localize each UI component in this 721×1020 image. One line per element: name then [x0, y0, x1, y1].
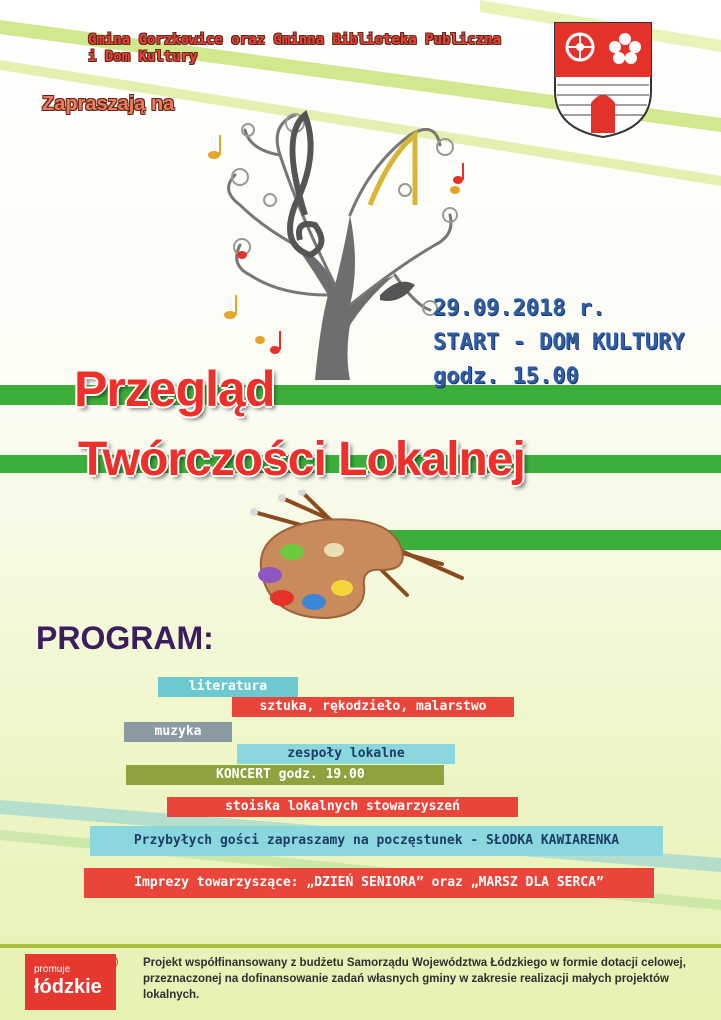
- footer-divider: [0, 944, 721, 948]
- logo-big-text: łódzkie: [34, 976, 102, 998]
- organizers-line-2: i Dom Kultury: [88, 49, 198, 65]
- program-item-muzyka: muzyka: [124, 722, 232, 742]
- organizers-text: [88, 32, 538, 66]
- program-item-stoiska: stoiska lokalnych stowarzyszeń: [167, 797, 518, 817]
- event-title-line-1: Przegląd: [74, 361, 275, 417]
- logo-mark-icon: Ł: [104, 955, 118, 969]
- invite-text: Zapraszają na: [42, 93, 175, 115]
- event-details: [433, 292, 685, 394]
- program-item-imprezy: Imprezy towarzyszące: „DZIEŃ SENIORA” oraz „MARSZ DLA SERCA”: [84, 868, 654, 898]
- paint-palette-icon: [242, 490, 472, 630]
- program-item-zespoly: zespoły lokalne: [237, 744, 455, 764]
- promuje-lodzkie-logo: [25, 954, 116, 1010]
- program-item-koncert: KONCERT godz. 19.00: [126, 765, 444, 785]
- event-date: 29.09.2018 r.: [433, 296, 606, 321]
- logo-small-text: promuje: [34, 964, 71, 975]
- music-tree-icon: [200, 95, 470, 385]
- event-title-line-2: Twórczości Lokalnej: [78, 433, 525, 486]
- event-time: godz. 15.00: [433, 364, 579, 389]
- program-item-poczestunek: Przybyłych gości zapraszamy na poczęstunek - SŁODKA KAWIARENKA: [90, 826, 663, 856]
- footer-funding-text: Projekt współfinansowany z budżetu Samorządu Województwa Łódzkiego w formie dotacji celowej, przeznaczonej na dofinansowanie zadań własnych gminy w zakresie realizacji małych projektów lokalnych.: [143, 957, 686, 1001]
- program-heading: PROGRAM:: [36, 620, 214, 656]
- program-item-literatura: literatura: [158, 677, 298, 697]
- program-item-sztuka: sztuka, rękodzieło, malarstwo: [232, 697, 514, 717]
- coat-of-arms-icon: [553, 21, 653, 139]
- event-start: START - DOM KULTURY: [433, 330, 685, 355]
- organizers-line-1: Gmina Gorzkowice oraz Gminna Biblioteka Publiczna: [88, 32, 502, 48]
